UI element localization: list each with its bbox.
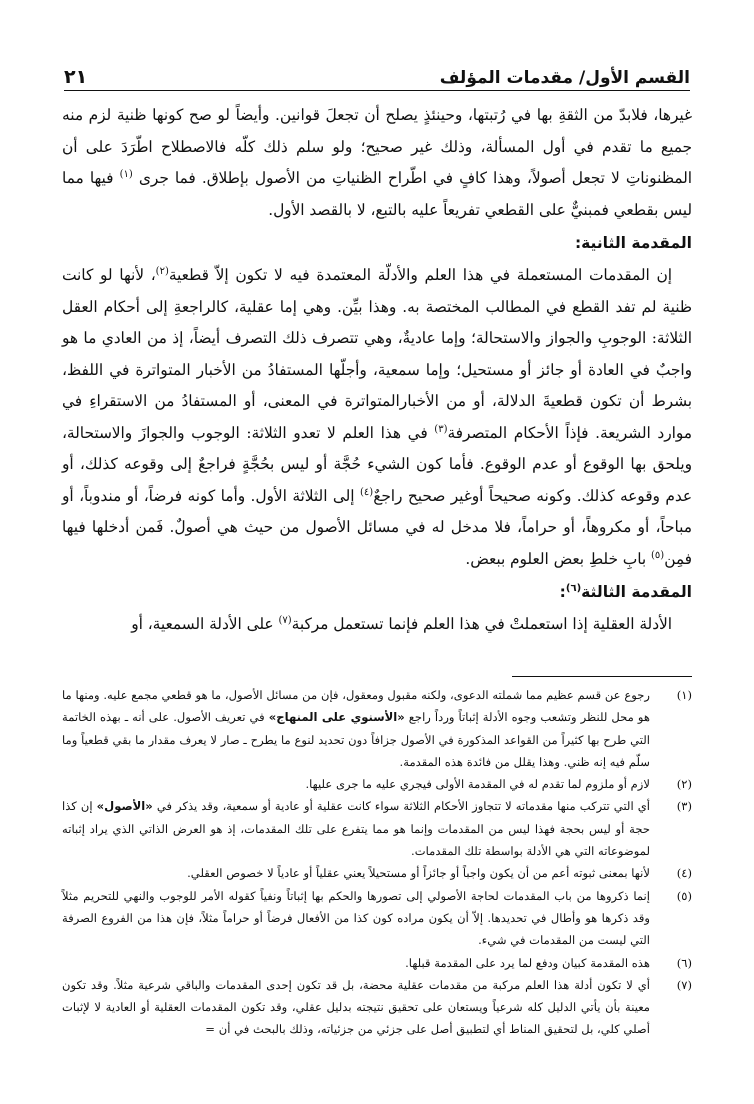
text-run: رجوع عن قسم عظيم مما شملته الدعوى، ولكنه مقبول ومعقول، فإن من مسائل الأصول، ما هو قطعي مجمع عليه. ومنها ما هو محل للنظر وتشعب وجوه الأدلة إثباتاً ورداً راجع xyxy=(62,688,650,725)
footnote-text: لأنها بمعنى ثبوته أعم من أن يكون واجباً أو جائزاً أو مستحيلاً يعني عقلياً أو عادياً لا خصوص العقلي. xyxy=(187,866,650,881)
footnote-ref: (٢) xyxy=(155,265,169,277)
text-run: في هذا العلم لا تعدو الثلاثة: الوجوب والجوازَ والاستحالة، ويلحق بها الوقوع أو عدم الوقوع. فأما كون الشيء حُجَّة أو ليس بحُجَّةٍ فراجعٌ إلى وقوعه كذلك، أو عدم وقوعه كذلك. وكونه صحيحاً أوغير صحيح راجعٌ xyxy=(62,423,692,505)
footnotes xyxy=(62,684,692,1041)
heading-text: المقدمة الثالثة xyxy=(581,583,692,601)
page-number: ٢١ xyxy=(64,66,88,88)
heading-colon: : xyxy=(559,583,566,601)
paragraph-3 xyxy=(62,609,692,641)
footnote xyxy=(62,952,692,974)
text-run: إن كذا حجة أو ليس بحجة فهذا ليس من المقدمات وإنما هو مما يتفرع على تلك المقدمات، إذ هو العرض الذاتي الذي يراد إثباته لموضوعاته التي هي الأدلة بواسطة تلك المقدمات. xyxy=(62,799,650,859)
footnote-text xyxy=(62,795,650,862)
footnote-ref: (٧) xyxy=(278,614,292,626)
paragraph-2 xyxy=(62,260,692,575)
footnote-ref: (٤) xyxy=(360,486,374,498)
text-run: في تعريف الأصول. على أنه ـ بهذه الخاتمة التي طرح بها كثيراً من القواعد المذكورة في الأصول جزافاً دون تحديد لنوع ما يطرح ـ صار لا يعرف مقدار ما بقي قطعياً وما سلّم فيه إنه ظني. وهذا يقلل من فائدة هذه المقدمة. xyxy=(62,710,650,769)
footnote-text xyxy=(62,684,650,773)
footnote-ref: (٣) xyxy=(434,423,448,435)
header-title: القسم الأول/ مقدمات المؤلف xyxy=(439,68,690,88)
footnote-number: (٧) xyxy=(676,977,692,992)
footnote-ref: (٥) xyxy=(651,549,665,561)
footnote-text: لازم أو ملزوم لما تقدم له في المقدمة الأولى فيجري عليه ما جرى عليها. xyxy=(305,777,650,792)
footnote xyxy=(62,862,692,884)
section-heading-2: المقدمة الثانية: xyxy=(574,234,692,252)
running-header xyxy=(64,60,690,91)
footnote-text: أي لا تكون أدلة هذا العلم مركبة من مقدمات عقلية محضة، بل قد تكون إحدى المقدمات والباقي شرعية مثلاً. وقد تكون معينة بأن يأتي الدليل كله شرعياً ويستعان على تحقيق نتيجته بدليل عقلي، وقد تكون المقدمات العقلية أو العادية لا لإثبات أصلي كلي، بل لتحقيق المناط أي لتطبيق أصل على جزئي من جزئياته، وذلك بالبحث في أن = xyxy=(62,977,650,1037)
footnote xyxy=(62,684,692,773)
footnote-number: (٢) xyxy=(676,777,692,792)
text-run: الأدلة العقلية إذا استعملتْ في هذا العلم فإنما تستعمل مركبة xyxy=(291,615,672,633)
footnote xyxy=(62,974,692,1041)
footnote xyxy=(62,773,692,795)
book-title: «الأصول» xyxy=(96,799,153,814)
text-run: على الأدلة السمعية، أو xyxy=(131,615,274,633)
paragraph-1 xyxy=(62,100,692,226)
footnote xyxy=(62,885,692,952)
text-run: ، لأنها لو كانت ظنية لم تفد القطع في المطالب المختصة به. وهذا بيِّن. وهي إما عقلية، كالراجعةِ إلى أحكام العقل الثلاثة: الوجوبِ والجواز والاستحالة؛ وإما عاديةٌ، وهي تتصرف ذلك التصرف أيضاً، إذ من العادي ما هو واجبٌ في العادة أو جائز أو مستحيل؛ وإما سمعية، وأجلّها المستفادُ من الأخبار المتواترة في اللفظ، بشرط أن تكون قطعيةَ الدلالة، أو من الأخبارالمتواترة في المعنى، أو المستفادُ من الاستقراءِ في موارد الشريعة. فإذاً الأحكام المتصرفة xyxy=(62,266,692,442)
text-run: غيرها، فلابدّ من الثقةِ بها في رُتبتها، وحينئذٍ يصلح أن تجعلَ قوانين. وأيضاً لو صح كونها ظنية لزم منه جميع ما تقدم في أول المسألة، وذلك غير صحيح؛ ولو سلم ذلك كلّه فالاصطلاح اطّرَدَ على أن المظنوناتِ لا تجعل أصولاً، وهذا كافٍ في اطّراح الظنياتِ من الأصول بإطلاق. فما جرى xyxy=(62,106,692,187)
footnote-number: (٦) xyxy=(676,955,692,970)
footnote-number: (١) xyxy=(676,688,692,702)
text-run: إلى الثلاثة الأول. وأما كونه فرضاً، أو مندوباً، أو مباحاً، أو مكروهاً، أو حراماً، فلا مدخل له في مسائل الأصول من حيث هي أصولٌ. فَمن أدخلها فيها فمِن xyxy=(62,486,692,568)
footnote-ref: (٦) xyxy=(565,582,582,594)
footnote-number: (٣) xyxy=(676,799,692,814)
footnote-divider xyxy=(512,676,692,677)
text-run: أي التي تتركب منها مقدماته لا تتجاوز الأحكام الثلاثة سواء كانت عقلية أو عادية أو سمعية، وقد يذكر في xyxy=(156,799,651,814)
footnote-text: هذه المقدمة كبيان ودفع لما يرد على المقدمة قبلها. xyxy=(405,955,650,970)
text-run: بابِ خلطِ بعض العلوم ببعض. xyxy=(465,549,647,568)
footnote-ref: (١) xyxy=(119,168,133,180)
text-run: إن المقدمات المستعملة في هذا العلم والأدلّة المعتمدة فيه لا تكون إلاّ قطعية xyxy=(168,266,672,284)
book-title: «الأسنوي على المنهاج» xyxy=(268,710,405,725)
footnote xyxy=(62,795,692,862)
section-heading-3 xyxy=(62,575,692,609)
footnote-number: (٥) xyxy=(676,888,692,903)
main-text xyxy=(62,100,692,641)
footnote-text: إنما ذكروها من باب المقدمات لحاجة الأصولي إلى تصورها والحكم بها إثباتاً ونفياً كقوله الأمر للوجوب والنهي للتحريم مثلاً وقد ذكرها هو وأطال في تحديدها. إلاّ أن يكون مراده كون كذا من الأفعال فرضاً أو حراماً مثلاً، فإن هذا من الفروع الصرفة التي ليست من المقدمات في شيء. xyxy=(62,888,650,948)
text-run: فيها مما ليس بقطعي فمبنيٌّ على القطعي تفريعاً عليه بالتبع، لا بالقصد الأول. xyxy=(62,169,692,219)
footnote-number: (٤) xyxy=(676,866,692,881)
